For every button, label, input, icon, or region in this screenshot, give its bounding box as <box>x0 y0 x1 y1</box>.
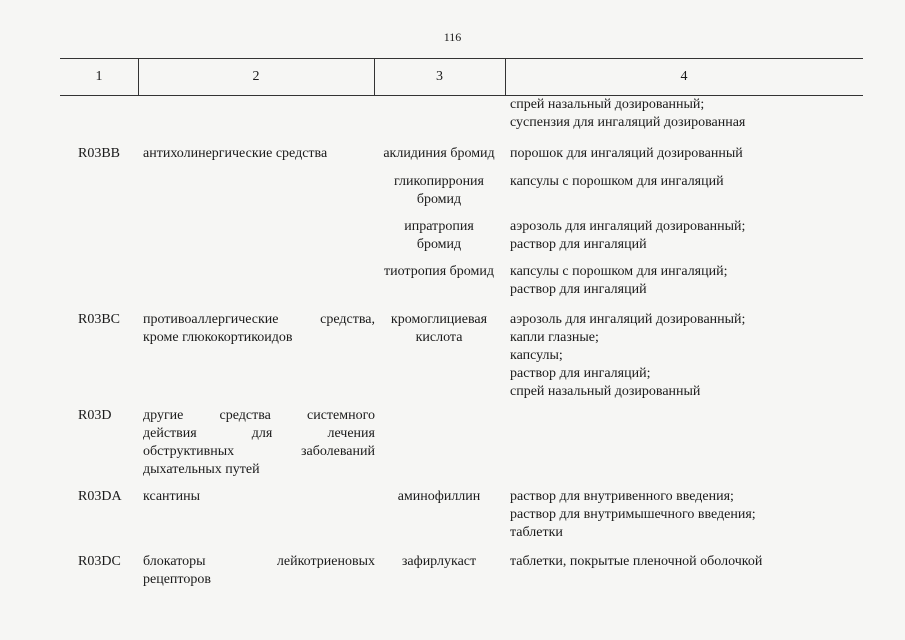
drug-line: аклидиния бромид <box>383 146 495 161</box>
atc-code: R03BB <box>78 146 121 161</box>
group-line: антихолинергические средства <box>143 146 328 161</box>
drug-name <box>376 311 502 347</box>
dosage-forms <box>510 145 860 163</box>
drug-name <box>376 553 502 571</box>
drug-name <box>376 488 502 506</box>
form-line: раствор для ингаляций <box>510 282 647 297</box>
table-row-forms <box>510 96 860 132</box>
drug-name <box>376 218 502 254</box>
drug-line: тиотропия бромид <box>384 264 494 279</box>
drug-name <box>376 145 502 163</box>
group-line: противоаллергические средства, <box>143 312 375 327</box>
header-col-3: 3 <box>436 69 443 84</box>
group-line: блокаторы лейкотриеновых <box>143 554 375 569</box>
group-name <box>143 311 375 347</box>
dosage-forms <box>510 488 860 542</box>
dosage-forms <box>510 218 860 254</box>
atc-code: R03DC <box>78 554 121 569</box>
group-name <box>143 488 375 506</box>
group-line: кроме глюкокортикоидов <box>143 330 293 345</box>
group-line: дыхательных путей <box>143 462 260 477</box>
group-line: действия для лечения <box>143 426 375 441</box>
form-line: капли глазные; <box>510 330 599 345</box>
group-line: рецепторов <box>143 572 211 587</box>
form-line: раствор для ингаляций <box>510 237 647 252</box>
drug-line: бромид <box>416 192 462 207</box>
form-line: капсулы с порошком для ингаляций <box>510 174 724 189</box>
form-line: таблетки, покрытые пленочной оболочкой <box>510 554 763 569</box>
dosage-forms <box>510 311 860 401</box>
header-col-2: 2 <box>252 69 260 84</box>
group-name <box>143 553 375 589</box>
header-col-1: 1 <box>95 69 103 84</box>
atc-code: R03BC <box>78 312 121 327</box>
header-col-4: 4 <box>680 69 688 84</box>
form-line: раствор для внутривенного введения; <box>510 489 734 504</box>
group-line: ксантины <box>143 489 201 504</box>
atc-code: R03D <box>78 408 112 423</box>
dosage-forms <box>510 553 860 571</box>
group-name <box>143 145 375 163</box>
form-line: спрей назальный дозированный; <box>510 97 705 112</box>
drug-line: зафирлукаст <box>401 554 477 569</box>
drug-line: ипратропия <box>404 219 474 234</box>
page-number: 116 <box>443 30 462 44</box>
table-header <box>60 58 863 96</box>
group-line: другие средства системного <box>143 408 375 423</box>
atc-code: R03DA <box>78 489 122 504</box>
dosage-forms <box>510 173 860 191</box>
drug-line: бромид <box>416 237 462 252</box>
drug-line: кромоглициевая <box>390 312 488 327</box>
form-line: аэрозоль для ингаляций дозированный; <box>510 219 746 234</box>
drug-line: гликопиррония <box>393 174 484 189</box>
form-line: аэрозоль для ингаляций дозированный; <box>510 312 746 327</box>
form-line: таблетки <box>510 525 563 540</box>
form-line: капсулы; <box>510 348 563 363</box>
form-line: раствор для внутримышечного введения; <box>510 507 756 522</box>
group-line: обструктивных заболеваний <box>143 444 375 459</box>
drug-name <box>376 173 502 209</box>
group-name <box>143 407 375 479</box>
form-line: порошок для ингаляций дозированный <box>510 146 743 161</box>
dosage-forms <box>510 263 860 299</box>
drug-line: кислота <box>415 330 463 345</box>
form-line: капсулы с порошком для ингаляций; <box>510 264 728 279</box>
drug-name <box>376 263 502 281</box>
form-line: суспензия для ингаляций дозированная <box>510 115 746 130</box>
drug-line: аминофиллин <box>397 489 481 504</box>
form-line: спрей назальный дозированный <box>510 384 701 399</box>
form-line: раствор для ингаляций; <box>510 366 651 381</box>
